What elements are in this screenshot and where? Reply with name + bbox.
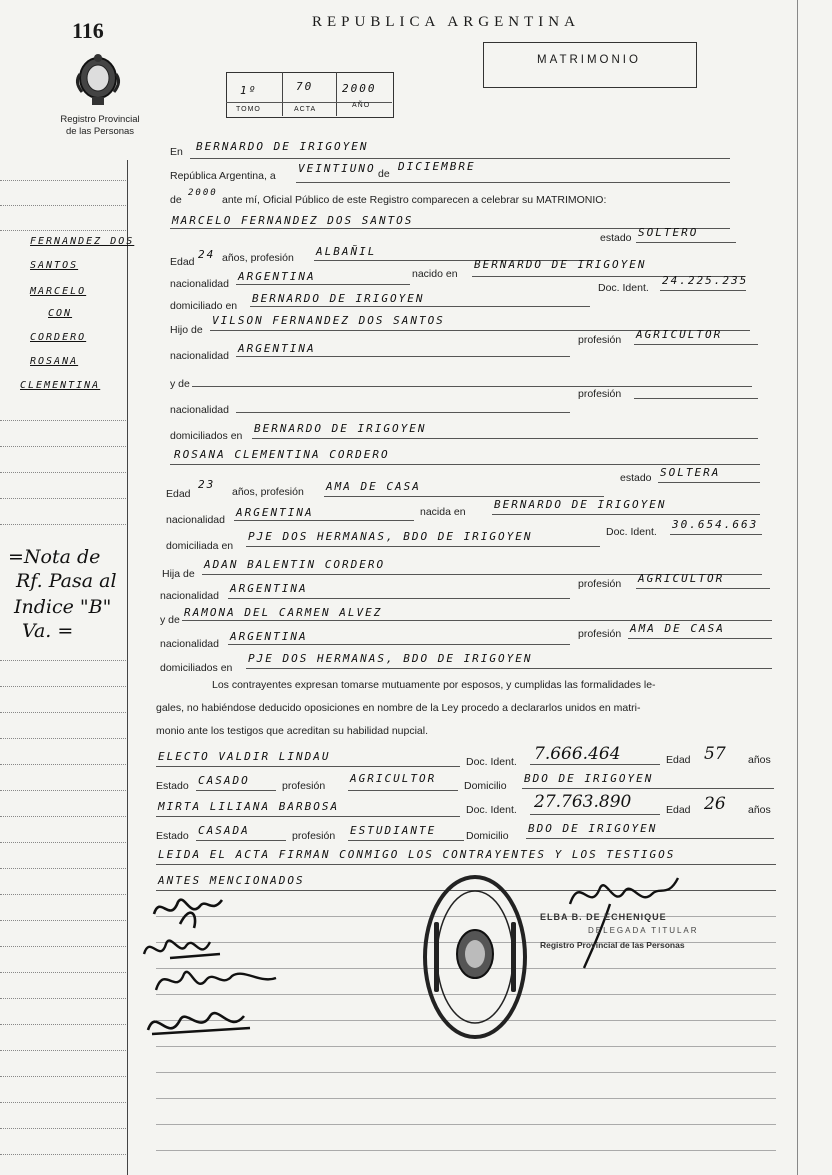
bride-edad: 23	[198, 478, 216, 491]
witness1-prof-label: profesión	[282, 780, 326, 792]
witness1-dom-label: Domicilio	[464, 780, 507, 792]
place-value: BERNARDO DE IRIGOYEN	[196, 140, 369, 153]
groom-yde-label: y de	[170, 378, 190, 390]
bride-nacionalidad: ARGENTINA	[236, 506, 314, 519]
groom-profesion: ALBAÑIL	[316, 245, 377, 258]
witness2-doc-label: Doc. Ident.	[466, 804, 517, 816]
bride-nacida: BERNARDO DE IRIGOYEN	[494, 498, 667, 511]
margin-nota-1: =Nota de	[8, 546, 101, 568]
declaration-line2: gales, no habiéndose deducido oposiciones en nombre de la Ley procedo a declararlos unidos en matri-	[156, 702, 641, 714]
bride-dom-label: domiciliada en	[166, 540, 234, 552]
day-value: VEINTIUNO	[298, 162, 376, 175]
bride-parents-dom: PJE DOS HERMANAS, BDO DE IRIGOYEN	[248, 652, 533, 665]
signature-block-title: DELEGADA TITULAR	[588, 926, 699, 935]
witness1-estado-label: Estado	[156, 780, 189, 792]
witness2-dom-label: Domicilio	[466, 830, 509, 842]
groom-father-prof-label: profesión	[578, 334, 622, 346]
witness2-estado: CASADA	[198, 824, 250, 837]
country-title: REPUBLICA ARGENTINA	[312, 14, 580, 30]
bride-doc: 30.654.663	[672, 518, 759, 531]
groom-edad-label: Edad	[170, 256, 195, 268]
margin-nota-4: Va. =	[22, 620, 74, 642]
margin-name-7: CLEMENTINA	[20, 380, 101, 391]
groom-father-prof: AGRICULTOR	[636, 328, 723, 341]
margin-nota-2: Rf. Pasa al	[16, 570, 117, 592]
right-edge-rule	[797, 0, 798, 1175]
groom-name: MARCELO FERNANDEZ DOS SANTOS	[172, 214, 414, 227]
signature-block-registry: Registro Provincial de las Personas	[540, 940, 685, 950]
declaration-line1: Los contrayentes expresan tomarse mutuamente por esposos, y cumplidas las formalidades le-	[212, 679, 656, 691]
groom-estado: SOLTERO	[638, 226, 699, 239]
tomo-value: 1º	[240, 84, 258, 97]
margin-name-2: SANTOS	[30, 260, 79, 271]
witness1-dom: BDO DE IRIGOYEN	[524, 772, 654, 785]
bride-anios-label: años, profesión	[232, 486, 304, 498]
groom-father: VILSON FERNANDEZ DOS SANTOS	[212, 314, 445, 327]
witness2-name: MIRTA LILIANA BARBOSA	[158, 800, 340, 813]
groom-mother-prof-label: profesión	[578, 388, 622, 400]
witness2-doc: 27.763.890	[534, 792, 632, 812]
groom-nacido-label: nacido en	[412, 268, 458, 280]
witness2-prof: ESTUDIANTE	[350, 824, 437, 837]
bride-parents-dom-label: domiciliados en	[160, 662, 233, 674]
groom-nacido: BERNARDO DE IRIGOYEN	[474, 258, 647, 271]
witness2-anios-label: años	[748, 804, 771, 816]
margin-name-4: CON	[48, 308, 73, 319]
bride-father-prof-label: profesión	[578, 578, 622, 590]
issuer-name-line2: de las Personas	[65, 126, 135, 137]
bride-profesion: AMA DE CASA	[326, 480, 421, 493]
issuer-name: Registro Provincial	[60, 114, 140, 125]
margin-name-3: MARCELO	[30, 286, 87, 297]
bride-yde-label: y de	[160, 614, 180, 626]
official-stamp-icon	[420, 872, 530, 1042]
witness1-anios-label: años	[748, 754, 771, 766]
witness1-name: ELECTO VALDIR LINDAU	[158, 750, 331, 763]
bride-father-nac: ARGENTINA	[230, 582, 308, 595]
bride-father-prof: AGRICULTOR	[638, 572, 725, 585]
witness2-edad: 26	[704, 794, 726, 814]
witness1-estado: CASADO	[198, 774, 250, 787]
witness2-dom: BDO DE IRIGOYEN	[528, 822, 658, 835]
bride-estado-label: estado	[620, 472, 652, 484]
bride-mother-prof: AMA DE CASA	[630, 622, 725, 635]
document-number: 116	[72, 18, 104, 43]
margin-rule	[127, 160, 128, 1175]
bride-nacida-label: nacida en	[420, 506, 466, 518]
anio-label: AÑO	[352, 102, 371, 109]
bride-mother-prof-label: profesión	[578, 628, 622, 640]
margin-name-6: ROSANA	[30, 356, 79, 367]
bride-estado: SOLTERA	[660, 466, 721, 479]
bride-mother-nac: ARGENTINA	[230, 630, 308, 643]
witness2-prof-label: profesión	[292, 830, 336, 842]
witness1-edad: 57	[704, 744, 726, 764]
province-seal-icon	[72, 52, 124, 108]
signature-block-name: ELBA B. DE ECHENIQUE	[540, 912, 667, 922]
de-label: de	[378, 168, 390, 180]
groom-nacionalidad: ARGENTINA	[238, 270, 316, 283]
groom-parents-dom: BERNARDO DE IRIGOYEN	[254, 422, 427, 435]
de2-label: de	[170, 194, 182, 206]
bride-mother-nac-label: nacionalidad	[160, 638, 219, 650]
witness2-edad-label: Edad	[666, 804, 691, 816]
groom-dom-label: domiciliado en	[170, 300, 238, 312]
acta-label: ACTA	[294, 106, 317, 113]
margin-name-1: FERNANDEZ DOS	[30, 236, 135, 247]
witness1-prof: AGRICULTOR	[350, 772, 437, 785]
witness1-edad-label: Edad	[666, 754, 691, 766]
declaration-line3: monio ante los testigos que acreditan su habilidad nupcial.	[156, 725, 429, 737]
en-label: En	[170, 146, 183, 158]
bride-father-nac-label: nacionalidad	[160, 590, 219, 602]
contrayentes-signatures	[140, 884, 290, 1054]
witness2-estado-label: Estado	[156, 830, 189, 842]
record-type: MATRIMONIO	[537, 54, 641, 66]
anio-value: 2000	[342, 82, 377, 95]
bride-father: ADAN BALENTIN CORDERO	[204, 558, 386, 571]
bride-mother: RAMONA DEL CARMEN ALVEZ	[184, 606, 383, 619]
bride-name: ROSANA CLEMENTINA CORDERO	[174, 448, 390, 461]
acta-value: 70	[296, 80, 314, 93]
groom-father-nac: ARGENTINA	[238, 342, 316, 355]
groom-domicilio: BERNARDO DE IRIGOYEN	[252, 292, 425, 305]
groom-hijo-label: Hijo de	[170, 324, 203, 336]
groom-edad: 24	[198, 248, 216, 261]
margin-nota-3: Indice "B"	[14, 596, 112, 618]
bride-domicilio: PJE DOS HERMANAS, BDO DE IRIGOYEN	[248, 530, 533, 543]
declaration-intro: ante mí, Oficial Público de este Registro comparecen a celebrar su MATRIMONIO:	[222, 194, 607, 206]
closing-line1: LEIDA EL ACTA FIRMAN CONMIGO LOS CONTRAYENTES Y LOS TESTIGOS	[158, 848, 676, 861]
groom-parents-dom-label: domiciliados en	[170, 430, 243, 442]
tomo-label: TOMO	[236, 106, 261, 113]
month-value: DICIEMBRE	[398, 160, 476, 173]
groom-father-nac-label: nacionalidad	[170, 350, 229, 362]
bride-nac-label: nacionalidad	[166, 514, 225, 526]
groom-doc: 24.225.235	[662, 274, 749, 287]
bride-doc-label: Doc. Ident.	[606, 526, 657, 538]
groom-mother-nac-label: nacionalidad	[170, 404, 229, 416]
bride-hija-label: Hija de	[162, 568, 195, 580]
margin-name-5: CORDERO	[30, 332, 87, 343]
groom-anios-label: años, profesión	[222, 252, 294, 264]
republica-label: República Argentina, a	[170, 170, 276, 182]
bride-edad-label: Edad	[166, 488, 191, 500]
groom-estado-label: estado	[600, 232, 632, 244]
witness1-doc-label: Doc. Ident.	[466, 756, 517, 768]
groom-nac-label: nacionalidad	[170, 278, 229, 290]
closing-line2: ANTES MENCIONADOS	[158, 874, 305, 887]
groom-doc-label: Doc. Ident.	[598, 282, 649, 294]
year-value: 2000	[188, 188, 218, 198]
witness1-doc: 7.666.464	[534, 744, 621, 764]
